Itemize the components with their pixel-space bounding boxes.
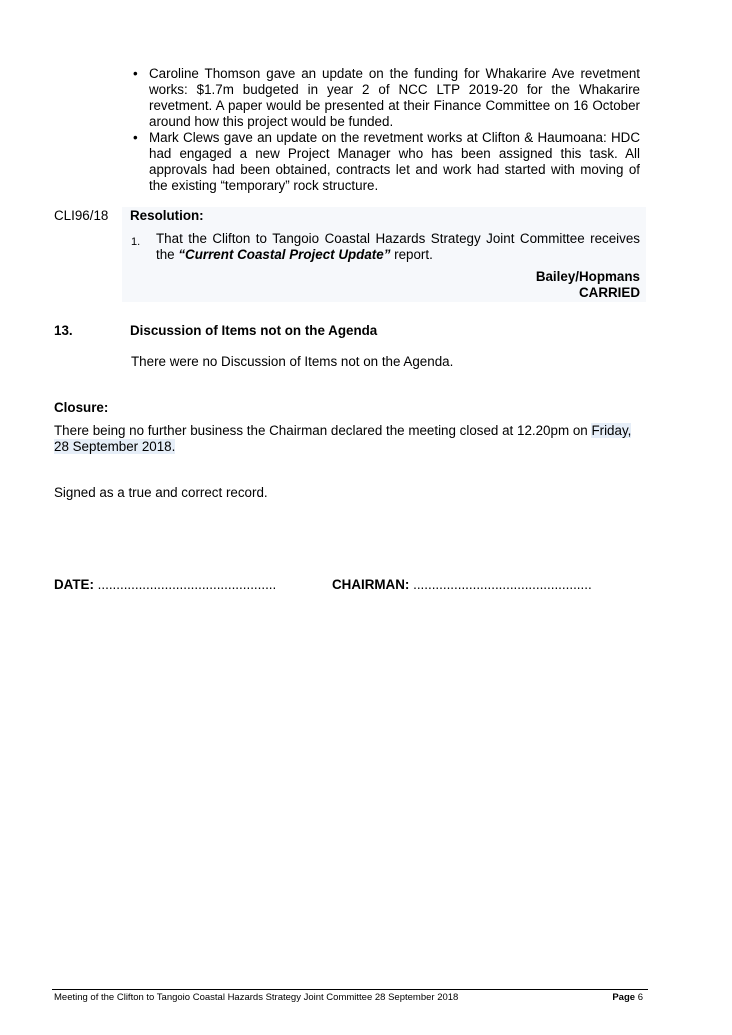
bullet-text: Mark Clews gave an update on the revetment works at Clifton & Haumoana: HDC had engaged a new Project Manager who has been assigned this task. All approvals had been obtained, contracts let and work had started with moving of the existing “temporary” rock structure. xyxy=(149,130,640,193)
bullet-item xyxy=(131,66,640,130)
item-title: Discussion of Items not on the Agenda xyxy=(130,323,378,338)
chairman-signature-line xyxy=(332,577,592,593)
resolution-text xyxy=(156,231,640,263)
page-number xyxy=(612,992,643,1003)
update-bullet-list xyxy=(131,66,640,194)
resolution-text-after: report. xyxy=(390,247,433,262)
resolution-text-before: That the Clifton to Tangoio Coastal Hazards Strategy Joint Committee receives the xyxy=(156,231,640,262)
bullet-text: Caroline Thomson gave an update on the funding for Whakarire Ave revetment works: $1.7m budgeted in year 2 of NCC LTP 2019-20 for the Whakarire revetment. A paper would be presented at their Finance Committee on 16 October around how this project would be funded. xyxy=(149,66,640,129)
movers: Bailey/Hopmans xyxy=(535,269,640,284)
date-label: DATE: xyxy=(54,577,94,592)
carried-status: CARRIED xyxy=(578,285,640,300)
resolution-id: CLI96/18 xyxy=(54,208,109,223)
resolution-heading: Resolution: xyxy=(130,208,204,223)
closure-date-highlight: Friday, 28 September 2018. xyxy=(54,423,632,454)
bullet-icon: • xyxy=(133,130,138,145)
page-label: Page xyxy=(612,992,636,1003)
resolution-outcome xyxy=(536,269,640,301)
closure-text xyxy=(54,423,646,455)
closure-heading: Closure: xyxy=(54,400,109,415)
bullet-item xyxy=(131,130,640,194)
report-title: “Current Coastal Project Update” xyxy=(178,247,391,262)
date-dots: ................................................ xyxy=(97,577,277,592)
item-number: 13. xyxy=(54,323,73,338)
chairman-label: CHAIRMAN: xyxy=(332,577,410,592)
resolution-number: 1. xyxy=(131,236,141,248)
bullet-icon: • xyxy=(133,66,138,81)
item-body: There were no Discussion of Items not on the Agenda. xyxy=(131,354,454,369)
signed-statement: Signed as a true and correct record. xyxy=(54,485,268,500)
footer-text: Meeting of the Clifton to Tangoio Coastal Hazards Strategy Joint Committee 28 September 2018 xyxy=(54,992,459,1003)
closure-sentence: There being no further business the Chairman declared the meeting closed at 12.20pm on xyxy=(54,423,592,438)
page-value: 6 xyxy=(637,992,643,1003)
chairman-dots: ................................................ xyxy=(413,577,592,592)
footer-divider xyxy=(52,989,648,990)
date-signature-line xyxy=(54,577,276,593)
